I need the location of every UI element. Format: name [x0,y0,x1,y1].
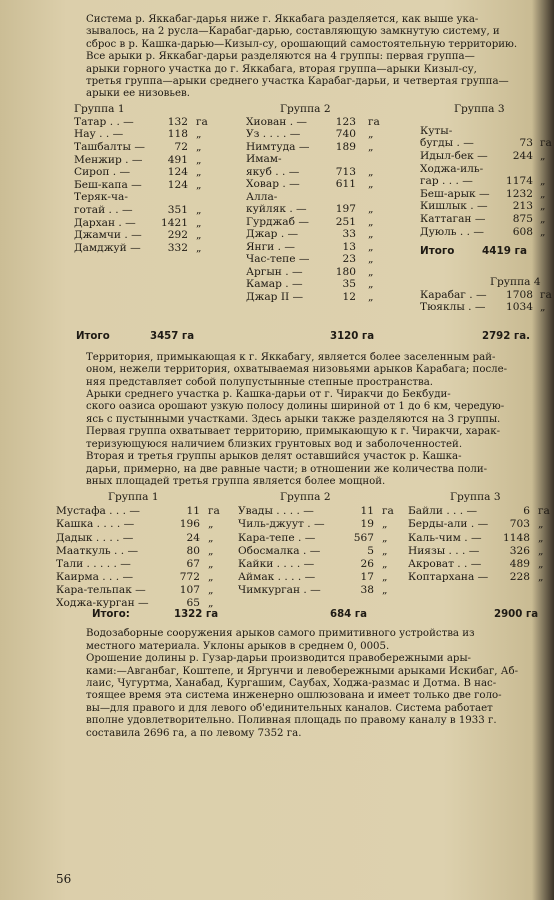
canal-name: Ховар . — [246,178,300,191]
table-row [246,266,303,279]
group-title: Группа 1 [108,491,159,504]
area-unit: „ [368,253,374,266]
canal-name: Нимтуда — [246,140,310,153]
table-row [56,532,133,545]
area-value: 1708 [506,288,533,301]
area-unit: „ [196,241,202,254]
area-unit: „ [538,557,544,570]
area-unit: „ [540,187,546,200]
text-line: составила 2696 га, а по левому 7352 га. [86,727,302,739]
table-row [420,213,485,226]
table-row [420,125,452,138]
table-row [420,150,488,163]
table-row [74,179,142,192]
area-unit: „ [196,178,202,191]
area-unit: „ [540,301,546,314]
canal-name: Час-тепе — [246,253,310,266]
canal-name: Коптархана — [408,570,489,583]
text-line: зывалось, на 2 русла—Карабаг-дарью, составляющую замкнутую систему, и [86,26,500,38]
canal-name: Ташбалты — [74,141,145,154]
area-value: 740 [335,128,356,141]
area-value: 132 [167,115,188,128]
area-unit: „ [368,178,374,191]
canal-name: Сироп . — [74,166,131,179]
canal-name: Кайки . . . . — [238,557,315,570]
area-value: 213 [512,200,533,213]
table-row [246,116,307,129]
area-unit: „ [208,557,214,570]
text-line: ками:—Авганбаг, Коштепе, и Яргунчи и левобережными арыками Искибаг, Аб- [86,665,519,677]
table-row [408,505,477,518]
area-value: 26 [360,557,374,570]
text-line: оном, нежели территория, охватываемая низовьями арыков Карабага; после- [86,364,508,376]
canal-name: Янги . — [246,240,295,253]
area-unit: „ [368,265,374,278]
area-unit: „ [538,518,544,531]
paragraph-4 [56,389,546,451]
text-line: вных площадей третья группа является более мощной. [86,475,386,487]
area-unit: „ [538,531,544,544]
group-3-total: 4419 га [482,244,527,257]
table-row [56,545,138,558]
canal-name: Берды-али . — [408,518,489,531]
area-value: 1034 [506,301,533,314]
area-unit: „ [196,166,202,179]
table-row [246,166,299,179]
table-row [74,141,145,154]
group-2-total: 684 га [330,609,368,621]
canal-name: Менжир . — [74,153,143,166]
canal-name: Джар II — [246,290,304,303]
canal-name: Обосмалка . — [238,544,321,557]
area-value: 23 [342,253,356,266]
text-line: дарьи, примерно, на две равные части; в отношении же количества поли- [86,463,488,475]
table-row [420,137,474,150]
table-row [56,558,131,571]
area-unit: „ [382,531,388,544]
table-row [74,154,142,167]
table-row [56,571,133,584]
area-unit: „ [540,150,546,163]
table-1 [56,101,552,346]
table-row [56,584,146,597]
canal-name: Тюяклы . — [420,301,486,314]
table-row [238,532,315,545]
canal-name: Нау . . — [74,128,124,141]
paragraph-1 [56,12,546,51]
group-3-total: 2900 га [494,609,539,621]
area-value: 17 [360,570,374,583]
group-title: Группа 2 [280,491,331,504]
canal-name: Карабаг . — [420,288,487,301]
area-value: 189 [335,140,356,153]
text-line: сброс в р. Кашка-дарью—Кизыл-су, орошающий самостоятельную территорию. [86,38,518,50]
area-value: 875 [512,213,533,226]
table-row [56,597,149,610]
area-value: 107 [179,583,200,596]
area-value: 6 [523,505,530,518]
table-row [420,163,483,176]
table-row [408,532,482,545]
table-row [246,203,307,216]
table-row [246,291,303,304]
area-unit: „ [368,228,374,241]
canal-name: Дуюль . . — [420,225,484,238]
area-unit: га [382,505,394,518]
text-line: местного материала. Уклоны арыков в среднем 0, 0005. [86,640,390,652]
text-line: Первая группа охватывает территорию, примыкающую к г. Чиракчи, харак- [86,426,501,438]
table-row [408,545,479,558]
area-unit: га [538,505,550,518]
area-value: 73 [519,137,533,150]
area-value: 1148 [503,531,530,544]
area-value: 124 [167,178,188,191]
canal-name: Каттаган — [420,213,486,226]
area-value: 33 [342,228,356,241]
table-row [246,216,309,229]
area-value: 35 [342,278,356,291]
canal-name: Хиован . — [246,115,308,128]
canal-name: Беш-капа — [74,178,142,191]
area-unit: „ [368,203,374,216]
canal-name: Имам- [246,153,282,166]
area-unit: „ [368,290,374,303]
area-unit: „ [540,200,546,213]
canal-name: Ниязы . . . — [408,544,480,557]
table-row [420,200,488,213]
paragraph-3 [56,352,546,389]
area-unit: „ [382,557,388,570]
area-value: 491 [167,153,188,166]
area-value: 72 [174,141,188,154]
canal-name: Байли . . . — [408,505,478,518]
area-value: 292 [167,229,188,242]
text-line: теризующуюся наличием близких грунтовых вод и заболоченностей. [86,438,463,450]
area-value: 65 [186,597,200,609]
table-2 [56,488,550,624]
table-row [420,226,484,239]
area-unit: „ [208,531,214,544]
group-1-total: 1322 га [174,609,219,621]
table-row [56,518,134,531]
area-value: 567 [353,531,374,544]
table-row [408,571,488,584]
area-value: 118 [167,128,188,141]
canal-name: Джар . — [246,228,299,241]
area-value: 251 [335,215,356,228]
table-row [238,571,315,584]
area-value: 196 [179,518,200,531]
area-value: 67 [186,557,200,570]
table-row [246,228,298,241]
canal-name: Кишлык . — [420,200,488,213]
area-value: 244 [512,150,533,163]
area-unit: „ [196,229,202,242]
group-title: Группа 4 [490,275,541,288]
area-unit: „ [196,204,202,217]
canal-name: Тали . . . . . — [56,557,131,570]
area-value: 11 [186,505,200,518]
table-row [238,584,321,597]
table-row [56,505,140,518]
area-value: 489 [509,557,530,570]
table-row [246,128,300,141]
paragraph-2 [56,51,546,101]
area-unit: „ [208,518,214,531]
group-4-total: 2792 га. [482,330,530,342]
table-row [408,558,481,571]
table-row [238,518,325,531]
area-unit: „ [208,583,214,596]
area-value: 12 [342,290,356,303]
canal-name: якуб . . — [246,165,300,178]
area-value: 19 [360,518,374,531]
paragraph-7 [56,653,546,740]
canal-name: гар . . . — [420,175,473,188]
text-line: Территория, примыкающая к г. Яккабагу, является более заселенным рай- [86,351,496,363]
area-value: 703 [509,518,530,531]
table-row [246,191,277,204]
canal-name: Мааткуль . . — [56,544,139,557]
table-row [420,301,485,314]
canal-name: Чиль-джуут . — [238,518,325,531]
area-unit: „ [382,583,388,596]
text-line: арыки горного участка до г. Яккабага, вторая группа—арыки Кизыл-су, [86,63,477,75]
canal-name: Каль-чим . — [408,531,482,544]
table-row [408,518,488,531]
canal-name: Татар . . — [74,115,134,128]
area-value: 11 [360,505,374,518]
canal-name: Алла- [246,190,278,203]
area-unit: „ [382,518,388,531]
canal-name: Ходжа-иль- [420,162,484,175]
area-unit: „ [368,128,374,141]
area-unit: „ [196,153,202,166]
text-line: Все арыки р. Яккабаг-дарьи разделяются на 4 группы: первая группа— [86,51,475,63]
area-value: 1232 [506,187,533,200]
total-label: Итого: [92,609,130,621]
canal-name: Беш-арык — [420,187,490,200]
area-unit: га [540,137,552,150]
text-line: Водозаборные сооружения арыков самого примитивного устройства из [86,628,475,640]
area-value: 123 [335,115,356,128]
canal-name: Мустафа . . . — [56,505,140,518]
table-row [238,505,314,518]
table-row [238,545,320,558]
area-value: 332 [167,241,188,254]
table-row [246,253,309,266]
group-1-total: 3457 га [150,330,195,342]
table-row [238,558,314,571]
table-row [74,242,141,255]
table-row [74,191,128,204]
area-unit: „ [368,165,374,178]
area-unit: „ [196,216,202,229]
area-value: 13 [342,240,356,253]
area-value: 124 [167,166,188,179]
area-value: 611 [335,178,356,191]
area-value: 5 [367,544,374,557]
canal-name: Дадык . . . . — [56,531,134,544]
table-row [74,128,123,141]
text-line: Арыки среднего участка р. Кашка-дарьи от г. Чиракчи до Бекбуди- [86,389,451,401]
area-unit: „ [382,544,388,557]
canal-name: Теряк-ча- [74,191,128,204]
canal-name: Кашка . . . . — [56,518,135,531]
text-line: Вторая и третья группы арыков делят оставшийся участок р. Кашка- [86,451,462,463]
table-row [246,241,295,254]
text-line: ского оазиса орошают узкую полосу долины шириной от 1 до 6 км, чередую- [86,401,505,413]
area-unit: „ [368,278,374,291]
area-value: 180 [335,265,356,278]
area-unit: га [540,288,552,301]
canal-name: куйляк . — [246,203,307,216]
table-row [246,178,300,191]
canal-name: Каирма . . . — [56,570,134,583]
area-value: 228 [509,570,530,583]
area-value: 772 [179,570,200,583]
area-value: 608 [512,225,533,238]
paragraph-6 [56,628,546,653]
canal-name: Дархан . — [74,216,136,229]
canal-name: Идыл-бек — [420,150,488,163]
area-unit: „ [196,141,202,154]
total-label: Итого [76,330,110,342]
group-2-total: 3120 га [330,330,375,342]
paragraph-5 [56,451,546,488]
area-value: 1421 [161,216,188,229]
area-unit: „ [368,240,374,253]
canal-name: Уз . . . . — [246,128,301,141]
canal-name: Кара-тепе . — [238,531,316,544]
area-value: 197 [335,203,356,216]
text-line: вполне удовлетворительно. Поливная площадь по правому каналу в 1933 г. [86,715,497,727]
table-row [74,229,142,242]
area-unit: „ [208,570,214,583]
text-line: третья группа—арыки среднего участка Карабаг-дарьи, и четвертая группа— [86,76,509,88]
text-line: Система р. Яккабаг-дарья ниже г. Яккабага разделяется, как выше ука- [86,14,479,25]
area-unit: га [208,505,220,518]
text-line: ясь с пустынными участками. Здесь арыки также разделяются на 3 группы. [86,413,501,425]
canal-name: Дамджуй — [74,241,141,254]
table-row [420,289,487,302]
canal-name: Аргын . — [246,265,303,278]
area-value: 80 [186,544,200,557]
table-row [420,188,490,201]
area-value: 38 [360,583,374,596]
text-line: лаис, Чугуртма, Ханабад, Кургашим, Саубах, Ходжа-размас и Дотма. В нас- [86,677,497,689]
area-value: 326 [509,544,530,557]
canal-name: Куты- [420,124,453,137]
canal-name: Кара-тельпак — [56,583,146,596]
area-value: 24 [186,531,200,544]
table-row [246,153,282,166]
group-title: Группа 3 [454,102,505,115]
text-line: Орошение долины р. Гузар-дарьи производится правобережными ары- [86,653,471,665]
area-unit: „ [540,175,546,188]
group-title: Группа 1 [74,102,125,115]
canal-name: Гурджаб — [246,215,309,228]
area-unit: „ [538,570,544,583]
canal-name: Джамчи . — [74,229,142,242]
text-line: вы—для правого и для левого об'единительных каналов. Система работает [86,702,493,714]
canal-name: Увады . . . . — [238,505,314,518]
text-line: тоящее время эта система инженерно ошлюзована и имеет только две голо- [86,690,502,702]
area-unit: га [368,115,380,128]
area-unit: га [196,115,208,128]
area-unit: „ [382,570,388,583]
table-row [74,217,136,230]
area-unit: „ [368,215,374,228]
text-line: няя представляет собой полупустынные степные пространства. [86,376,434,388]
group-title: Группа 3 [450,491,501,504]
group-3-total-label: Итого [420,244,455,257]
table-row [74,204,133,217]
canal-name: Акроват . . — [408,557,482,570]
area-unit: „ [196,128,202,141]
table-row [74,166,130,179]
table-row [246,278,303,291]
text-line: арыки ее низовьев. [86,88,190,100]
canal-name: бугды . — [420,137,474,150]
area-unit: „ [540,213,546,226]
canal-name: Ходжа-курган — [56,597,149,609]
table-row [74,116,134,129]
area-unit: „ [368,140,374,153]
area-unit: „ [538,544,544,557]
area-unit: „ [208,544,214,557]
area-unit: „ [208,597,214,609]
table-row [246,141,309,154]
area-value: 351 [167,204,188,217]
area-value: 713 [335,165,356,178]
table-row [420,175,473,188]
area-value: 1174 [506,175,533,188]
canal-name: Аймак . . . . — [238,570,316,583]
canal-name: Чимкурган . — [238,583,321,596]
canal-name: Камар . — [246,278,303,291]
page-number: 56 [56,872,72,886]
area-unit: „ [540,225,546,238]
group-title: Группа 2 [280,102,331,115]
canal-name: готай . . — [74,204,133,217]
